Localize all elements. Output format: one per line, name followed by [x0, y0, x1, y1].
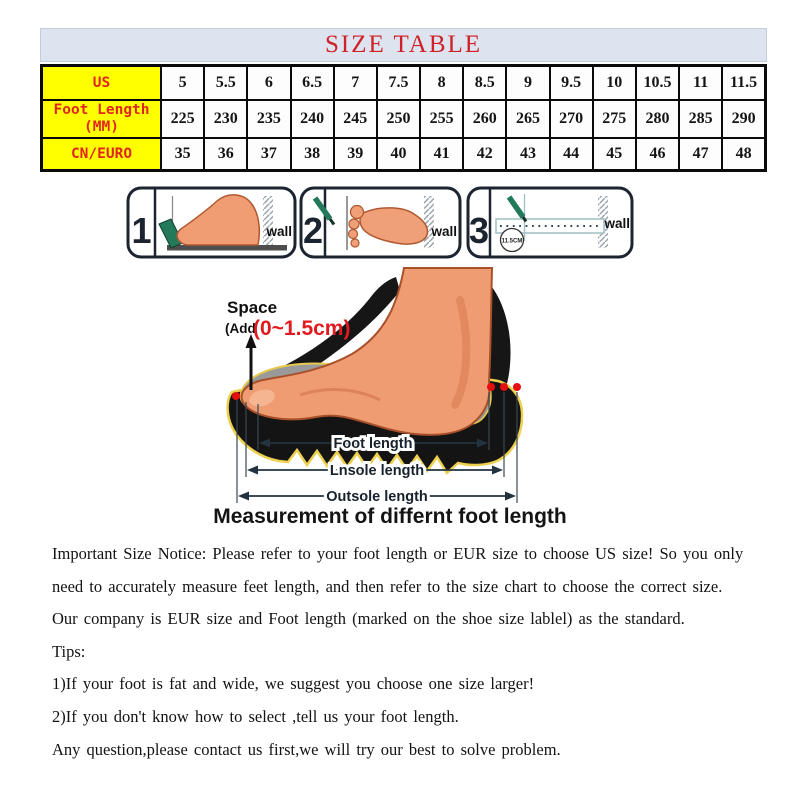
- measure-dot: [232, 392, 240, 400]
- size-cell: 40: [377, 138, 420, 171]
- table-row: [42, 66, 766, 101]
- size-cell: 235: [247, 100, 290, 138]
- size-cell: 41: [420, 138, 463, 171]
- size-cell: 240: [291, 100, 334, 138]
- step1-number: 1: [131, 210, 152, 251]
- size-cell: 8: [420, 66, 463, 101]
- size-cell: 285: [679, 100, 722, 138]
- size-cell: 47: [679, 138, 722, 171]
- size-cell: 260: [463, 100, 506, 138]
- size-cell: 9.5: [550, 66, 593, 101]
- measurement-heading: Measurement of differnt foot length: [213, 505, 567, 528]
- space-add-label: (Add: [225, 321, 256, 336]
- size-cell: 39: [334, 138, 377, 171]
- notice-line: need to accurately measure feet length, and then refer to the size chart to choose the correct size.: [52, 576, 723, 596]
- size-cell: 9: [506, 66, 549, 101]
- size-cell: 6: [247, 66, 290, 101]
- notice-line: 2)If you don't know how to select ,tell us your foot length.: [52, 706, 459, 726]
- outsole-length-dim-label: Outsole length: [326, 489, 428, 505]
- row-label: Foot Length (MM): [42, 100, 162, 138]
- notes: [52, 538, 772, 766]
- space-label: Space: [227, 298, 278, 317]
- step3-ruler-icon: [468, 188, 632, 257]
- size-cell: 48: [722, 138, 765, 171]
- size-cell: 290: [722, 100, 765, 138]
- measure-dot: [487, 383, 495, 391]
- ruler-length-label: 11.5CM: [501, 238, 523, 245]
- size-cell: 38: [291, 138, 334, 171]
- size-cell: 10: [593, 66, 636, 101]
- notice-line: Tips:: [52, 641, 86, 661]
- measuring-steps-illustration: [120, 180, 660, 265]
- size-cell: 250: [377, 100, 420, 138]
- table-row: [42, 100, 766, 138]
- size-cell: 7.5: [377, 66, 420, 101]
- size-cell: 265: [506, 100, 549, 138]
- size-cell: 230: [204, 100, 247, 138]
- size-cell: 42: [463, 138, 506, 171]
- size-table: [40, 64, 767, 172]
- step1-foot-side-icon: [128, 188, 295, 257]
- page-title: SIZE TABLE: [324, 31, 483, 58]
- space-value-label: (0~1.5cm): [253, 317, 351, 340]
- step3-number: 3: [468, 210, 490, 251]
- size-cell: 11.5: [722, 66, 765, 101]
- wall-label: wall: [604, 216, 630, 231]
- row-label: US: [42, 66, 162, 101]
- size-cell: 44: [550, 138, 593, 171]
- size-cell: 10.5: [636, 66, 679, 101]
- notice-line: 1)If your foot is fat and wide, we suggest you choose one size larger!: [52, 674, 535, 694]
- table-row: [42, 138, 766, 171]
- insole-length-dim-label: Lnsole length: [329, 463, 425, 479]
- wall-hatch: [424, 196, 434, 248]
- size-cell: 280: [636, 100, 679, 138]
- notice-line: Our company is EUR size and Foot length (marked on the shoe size lablel) as the standard.: [52, 609, 685, 629]
- size-cell: 245: [334, 100, 377, 138]
- size-cell: 37: [247, 138, 290, 171]
- size-cell: 6.5: [291, 66, 334, 101]
- notice-line: Important Size Notice: Please refer to your foot length or EUR size to choose US size! So you only: [52, 544, 744, 563]
- size-cell: 46: [636, 138, 679, 171]
- step2-number: 2: [302, 210, 324, 251]
- size-cell: 7: [334, 66, 377, 101]
- size-cell: 36: [204, 138, 247, 171]
- size-cell: 5.5: [204, 66, 247, 101]
- size-cell: 43: [506, 138, 549, 171]
- size-cell: 275: [593, 100, 636, 138]
- notice-line: Any question,please contact us first,we will try our best to solve problem.: [52, 739, 561, 759]
- size-cell: 5: [161, 66, 204, 101]
- size-cell: 45: [593, 138, 636, 171]
- size-cell: 35: [161, 138, 204, 171]
- title-bar: [40, 28, 767, 62]
- foot-length-diagram: [150, 262, 650, 508]
- step2-foot-top-icon: [301, 188, 460, 257]
- wall-label: wall: [266, 224, 292, 239]
- measure-dot: [500, 383, 508, 391]
- size-table-body: [42, 66, 766, 171]
- row-label: CN/EURO: [42, 138, 162, 171]
- size-cell: 225: [161, 100, 204, 138]
- wall-label: wall: [431, 224, 457, 239]
- size-cell: 255: [420, 100, 463, 138]
- size-cell: 270: [550, 100, 593, 138]
- size-cell: 11: [679, 66, 722, 101]
- foot-length-dim-label: Foot length: [333, 436, 413, 452]
- foot-shape: [242, 268, 492, 435]
- measure-dot: [513, 383, 521, 391]
- size-cell: 8.5: [463, 66, 506, 101]
